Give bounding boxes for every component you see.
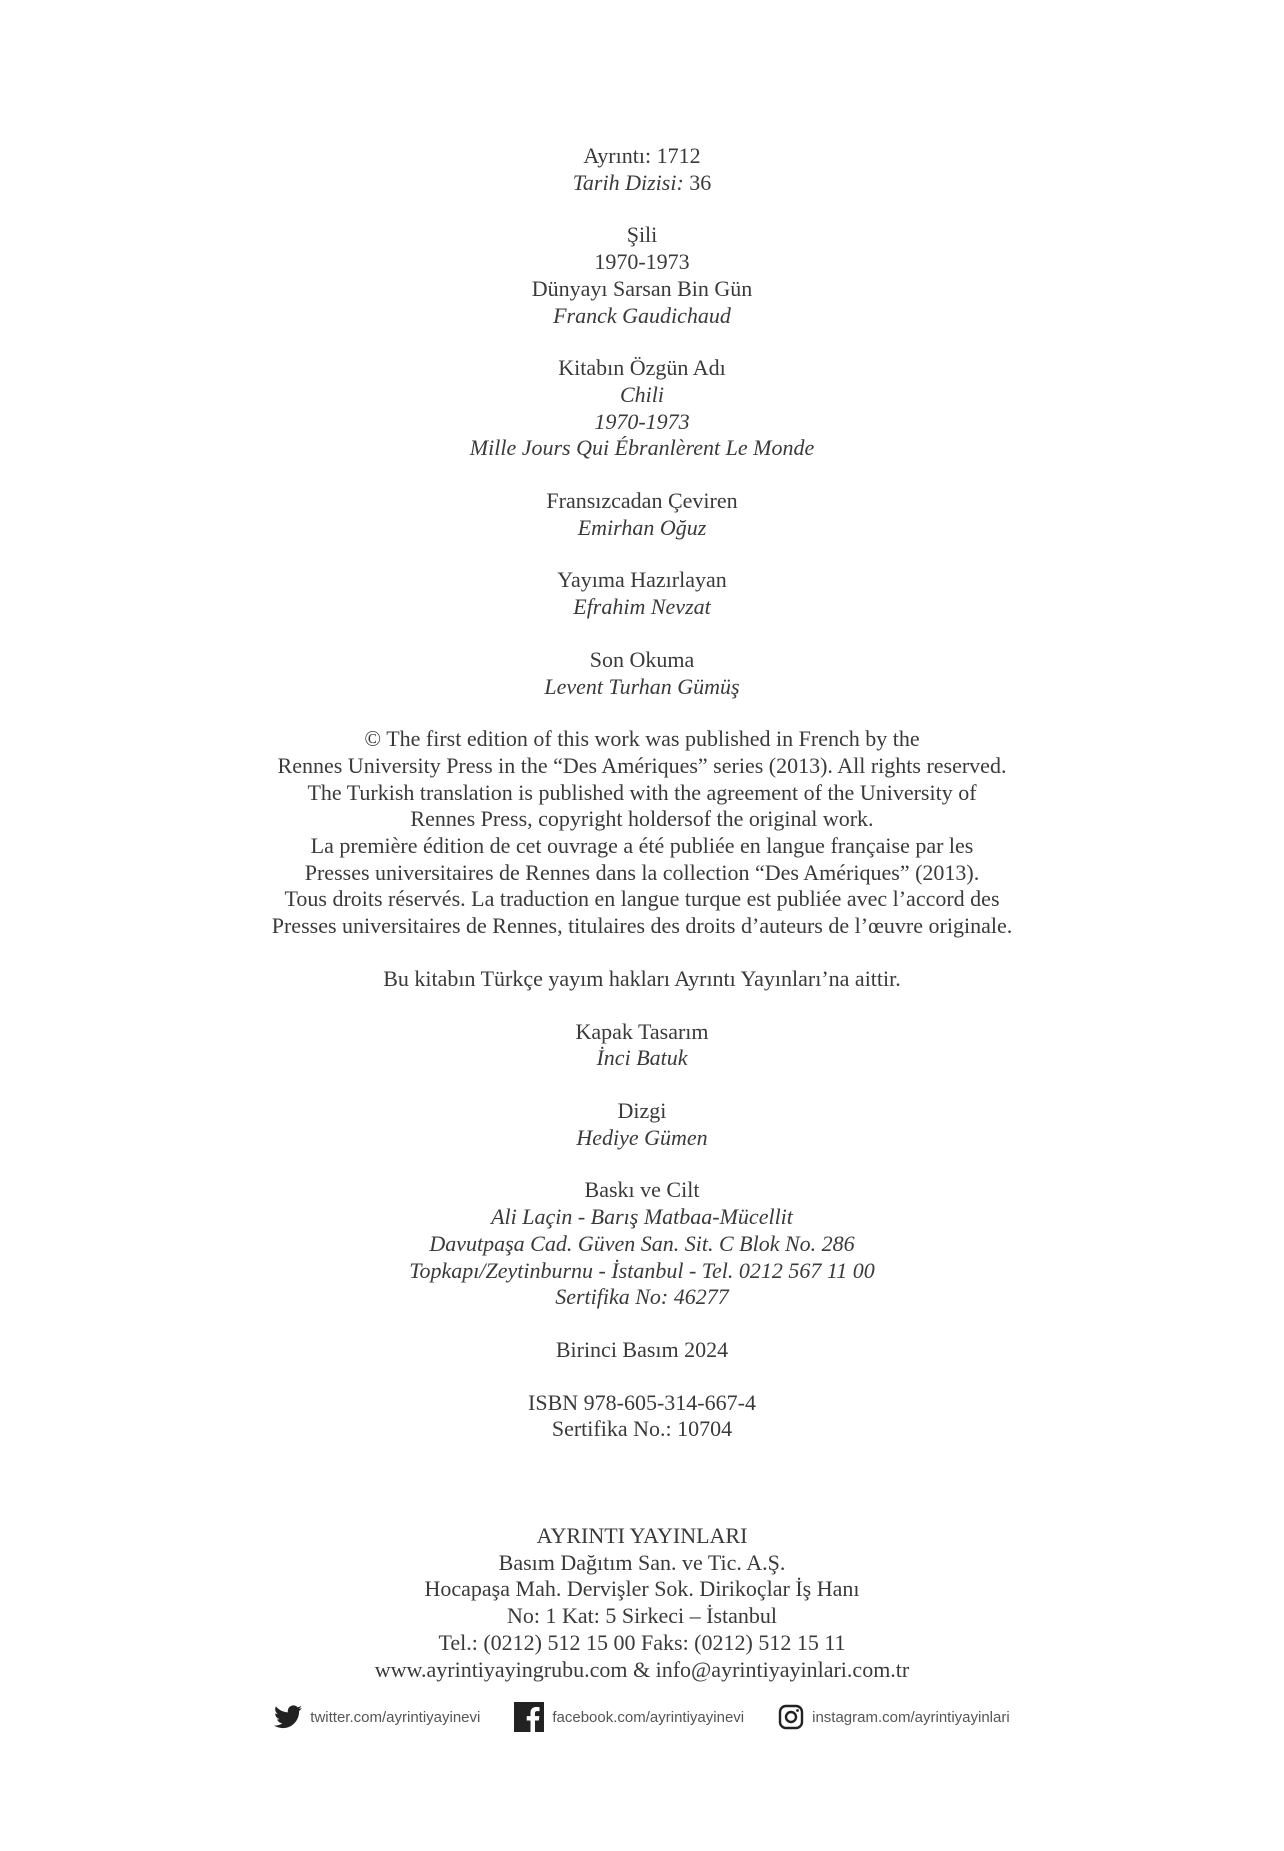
typesetting-label: Dizgi (617, 1097, 667, 1123)
facebook-link[interactable] (514, 1702, 744, 1732)
title-line-3: Dünyayı Sarsan Bin Gün (531, 275, 753, 301)
facebook-icon (514, 1702, 544, 1732)
isbn-line: ISBN 978-605-314-667-4 (528, 1389, 756, 1415)
cover-designer-name: İnci Batuk (596, 1045, 688, 1071)
publisher-name: AYRINTI YAYINLARI (536, 1523, 748, 1549)
copyright-line: Presses universitaires de Rennes, titulaires des droits d’auteurs de l’œuvre originale. (271, 913, 1013, 939)
original-title-line-1: Chili (619, 381, 664, 407)
original-title-line-2: 1970-1973 (594, 408, 690, 434)
printing-label: Baskı ve Cilt (584, 1177, 700, 1203)
proofreader-label: Son Okuma (589, 646, 695, 672)
proofreader-name: Levent Turhan Gümüş (544, 673, 740, 699)
publisher-web: www.ayrintiyayingrubu.com & info@ayrintiyayinlari.com.tr (374, 1656, 910, 1682)
instagram-handle: instagram.com/ayrintiyayinlari (812, 1708, 1010, 1726)
copyright-line: Rennes University Press in the “Des Amériques” series (2013). All rights reserved. (277, 752, 1007, 778)
title-block (0, 222, 1284, 329)
instagram-icon (778, 1704, 804, 1730)
twitter-handle: twitter.com/ayrintiyayinevi (310, 1708, 481, 1726)
author-name: Franck Gaudichaud (553, 302, 731, 328)
publisher-address-2: No: 1 Kat: 5 Sirkeci – İstanbul (506, 1603, 778, 1629)
series-name: Tarih Dizisi: 36 (572, 169, 712, 195)
twitter-icon (274, 1705, 302, 1729)
series-number: Ayrıntı: 1712 (583, 143, 701, 168)
printer-certificate: Sertifika No: 46277 (555, 1284, 729, 1310)
title-line-2: 1970-1973 (594, 249, 690, 275)
translator-label: Fransızcadan Çeviren (546, 488, 738, 514)
isbn-block (0, 1390, 1284, 1443)
series-block (0, 143, 1284, 196)
editor-block (0, 567, 1284, 620)
publisher-address-1: Hocapaşa Mah. Dervişler Sok. Dirikoçlar İş Hanı (424, 1576, 860, 1602)
copyright-line: © The first edition of this work was published in French by the (364, 726, 920, 752)
proofreader-block (0, 647, 1284, 700)
editor-label: Yayıma Hazırlayan (557, 567, 727, 593)
original-title-label: Kitabın Özgün Adı (558, 355, 726, 381)
printer-name: Ali Laçin - Barış Matbaa-Mücellit (491, 1204, 793, 1230)
facebook-handle: facebook.com/ayrintiyayinevi (552, 1708, 745, 1726)
edition-line: Birinci Basım 2024 (555, 1336, 729, 1362)
editor-name: Efrahim Nevzat (573, 594, 711, 620)
copyright-line: Presses universitaires de Rennes dans la collection “Des Amériques” (2013). (304, 859, 980, 885)
instagram-link[interactable] (778, 1704, 1010, 1730)
copyright-line: La première édition de cet ouvrage a été publiée en langue française par les (310, 833, 974, 859)
printer-address-2: Topkapı/Zeytinburnu - İstanbul - Tel. 0212 567 11 00 (409, 1257, 875, 1283)
printer-address-1: Davutpaşa Cad. Güven San. Sit. C Blok No. 286 (429, 1230, 855, 1256)
copyright-line: Tous droits réservés. La traduction en langue turque est publiée avec l’accord des (284, 886, 1000, 912)
title-line-1: Şili (626, 222, 658, 248)
typesetting-block (0, 1098, 1284, 1151)
translator-name: Emirhan Oğuz (577, 514, 707, 540)
printing-block (0, 1177, 1284, 1311)
cover-design-block (0, 1019, 1284, 1072)
cover-design-label: Kapak Tasarım (575, 1018, 709, 1044)
original-title-line-3: Mille Jours Qui Ébranlèrent Le Monde (469, 435, 815, 461)
typesetter-name: Hediye Gümen (576, 1124, 708, 1150)
edition-block (0, 1337, 1284, 1364)
publisher-block (0, 1523, 1284, 1683)
social-links (0, 1702, 1284, 1732)
copyright-line: Rennes Press, copyright holdersof the original work. (410, 806, 874, 832)
translator-block (0, 488, 1284, 541)
rights-statement: Bu kitabın Türkçe yayım hakları Ayrıntı Yayınları’na aittir. (383, 965, 901, 991)
publisher-phone: Tel.: (0212) 512 15 00 Faks: (0212) 512 15 11 (438, 1629, 846, 1655)
rights-block (0, 966, 1284, 993)
copyright-block (0, 726, 1284, 940)
original-title-block (0, 355, 1284, 462)
copyright-line: The Turkish translation is published with the agreement of the University of (307, 779, 977, 805)
publisher-company: Basım Dağıtım San. ve Tic. A.Ş. (498, 1549, 786, 1575)
colophon-page (0, 143, 1284, 1709)
twitter-link[interactable] (274, 1705, 480, 1729)
certificate-line: Sertifika No.: 10704 (551, 1416, 733, 1442)
